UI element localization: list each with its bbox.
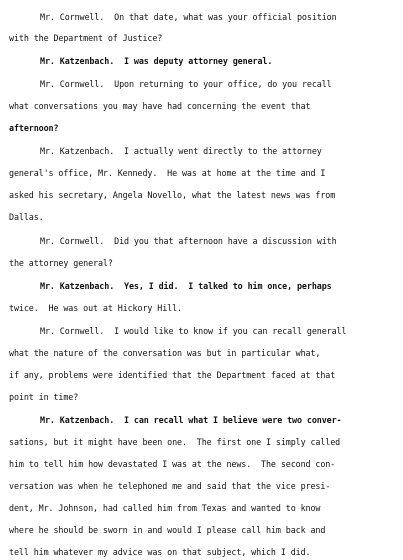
transcript-line: Mr. Cornwell. Did you that afternoon have a discussion with	[40, 236, 337, 246]
transcript-line: sations, but it might have been one. The first one I simply called	[9, 437, 341, 447]
transcript-line: Mr. Katzenbach. I was deputy attorney general.	[40, 56, 273, 66]
transcript-line: where he should be sworn in and would I please call him back and	[9, 525, 326, 535]
transcript-line: him to tell him how devastated I was at the news. The second con-	[9, 459, 336, 469]
transcript-line: the attorney general?	[9, 258, 113, 268]
transcript-line: general's office, Mr. Kennedy. He was at home at the time and I	[9, 168, 326, 178]
transcript-line: afternoon?	[9, 123, 59, 133]
transcript-line: asked his secretary, Angela Novello, what the latest news was from	[9, 190, 336, 200]
transcript-line: Dallas.	[9, 212, 44, 222]
transcript-line: versation was when he telephoned me and said that the vice presi-	[9, 481, 331, 491]
transcript-line: tell him whatever my advice was on that subject, which I did.	[9, 547, 311, 557]
transcript-line: Mr. Cornwell. I would like to know if you can recall generall	[40, 326, 347, 336]
transcript-line: Mr. Cornwell. Upon returning to your office, do you recall	[40, 79, 332, 89]
transcript-line: twice. He was out at Hickory Hill.	[9, 303, 182, 313]
transcript-line: what the nature of the conversation was but in particular what,	[9, 348, 321, 358]
transcript-line: with the Department of Justice?	[9, 33, 163, 43]
transcript-line: Mr. Katzenbach. I actually went directly to the attorney	[40, 146, 322, 156]
transcript-line: Mr. Katzenbach. Yes, I did. I talked to him once, perhaps	[40, 281, 332, 291]
transcript-line: Mr. Cornwell. On that date, what was your official position	[40, 12, 337, 22]
transcript-line: Mr. Katzenbach. I can recall what I believe were two conver-	[40, 415, 342, 425]
transcript-line: dent, Mr. Johnson, had called him from Texas and wanted to know	[9, 503, 321, 513]
transcript-line: point in time?	[9, 392, 79, 402]
transcript-line: what conversations you may have had concerning the event that	[9, 101, 311, 111]
transcript-line: if any, problems were identified that the Department faced at that	[9, 370, 336, 380]
